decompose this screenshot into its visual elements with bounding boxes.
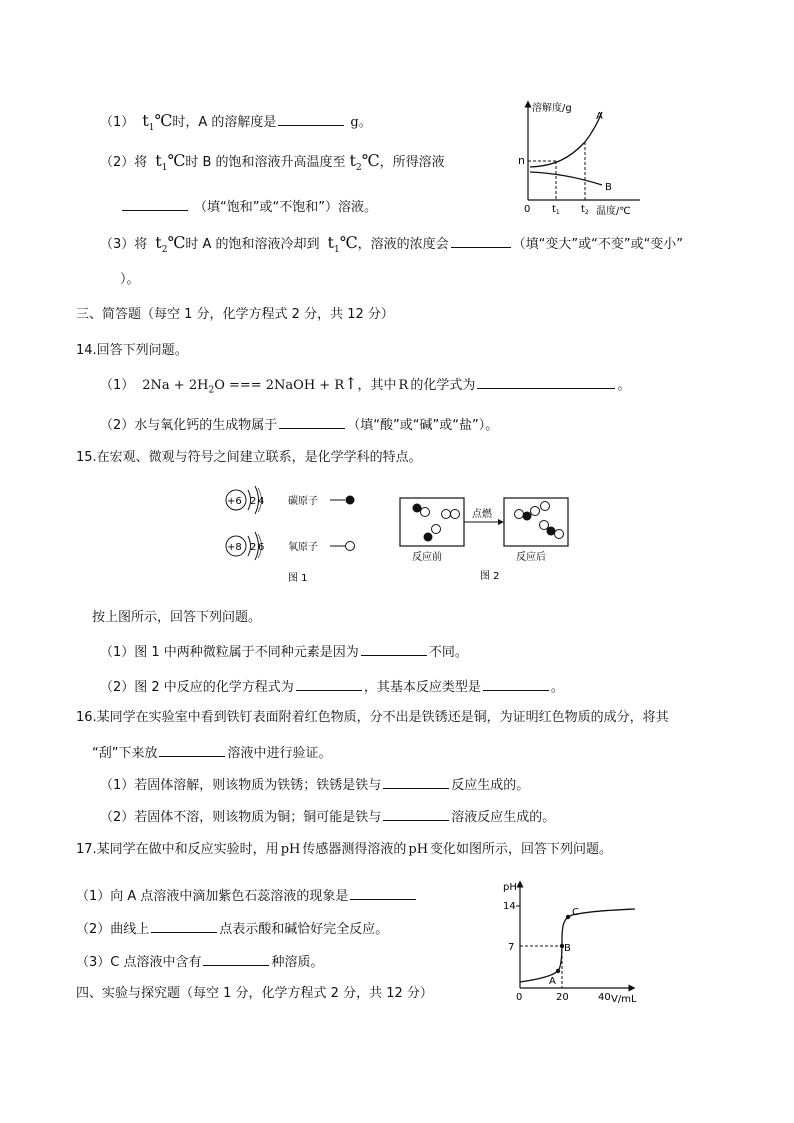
figure1-atom-structures	[218, 480, 368, 585]
ph-x-label: V/mL	[611, 994, 637, 1005]
svg-text:+6: +6	[227, 496, 242, 507]
q17-part1: （1）向 A 点溶液中滴加紫色石蕊溶液的现象是	[76, 885, 418, 906]
condition-label: 点燃	[472, 509, 492, 520]
q14-title: 14.回答下列问题。	[76, 343, 188, 358]
ph-curve-graph	[500, 878, 650, 1006]
curve-b	[530, 172, 602, 185]
point-a	[556, 969, 560, 973]
label-a: A	[596, 111, 603, 122]
q17-part2: （2）曲线上 点表示酸和碱恰好完全反应。	[76, 918, 388, 939]
label-point-b: B	[564, 943, 571, 954]
answer-blank[interactable]	[361, 641, 427, 656]
svg-text:6: 6	[258, 542, 265, 553]
q16-line1: 16.某同学在实验室中看到铁钉表面附着红色物质，分不出是铁锈还是铜，为证明红色物质的成分，将其	[76, 710, 669, 725]
oxygen-label: 氧原子	[288, 542, 318, 553]
q15-part1: （1）图 1 中两种微粒属于不同种元素是因为 不同。	[100, 641, 468, 662]
q13-part2: （2）将 $t_1℃$时 B 的饱和溶液升高温度至 $t_2℃$，所得溶液	[100, 151, 445, 174]
q13-part3-line2: ）。	[120, 272, 140, 287]
q15-part2: （2）图 2 中反应的化学方程式为 ，其基本反应类型是 。	[100, 676, 564, 697]
ph-y-label: pH	[503, 882, 517, 893]
svg-text:4: 4	[258, 496, 265, 507]
oxygen-symbol-circle	[346, 542, 355, 551]
solubility-graph	[510, 100, 650, 220]
section3-title: 三、简答题（每空 1 分，化学方程式 2 分，共 12 分）	[76, 307, 394, 322]
tick-20: 20	[556, 992, 569, 1003]
q16-part2: （2）若固体不溶，则该物质为铜；铜可能是铁与 溶液反应生成的。	[100, 806, 555, 827]
label-b: B	[605, 182, 612, 193]
answer-blank[interactable]	[350, 885, 416, 900]
tick-7: 7	[508, 942, 515, 953]
q14-part2: （2）水与氧化钙的生成物属于 （填“酸”或“碱”或“盐”）。	[100, 414, 498, 435]
answer-blank[interactable]	[296, 676, 362, 691]
tick-14: 14	[503, 901, 516, 912]
section4-title: 四、实验与探究题（每空 1 分，化学方程式 2 分，共 12 分）	[76, 986, 433, 1001]
answer-blank[interactable]	[151, 918, 217, 933]
before-label: 反应前	[412, 552, 442, 563]
origin-label: 0	[524, 204, 531, 215]
curve-a	[530, 112, 602, 167]
figure2-reaction	[398, 494, 578, 584]
q13-part2-line2: （填“饱和”或“不饱和”）溶液。	[120, 196, 377, 217]
carbon-label: 碳原子	[288, 496, 318, 507]
y-axis-label: 溶解度/g	[532, 103, 572, 114]
q16-part1: （1）若固体溶解，则该物质为铁锈；铁锈是铁与 反应生成的。	[100, 774, 529, 795]
t1-tick-label: $t_1$	[552, 204, 560, 216]
answer-blank[interactable]	[122, 196, 188, 211]
tick-40: 40	[598, 992, 611, 1003]
answer-blank[interactable]	[451, 233, 511, 248]
answer-blank[interactable]	[203, 951, 269, 966]
svg-text:2: 2	[250, 542, 257, 553]
q17-part3: （3）C 点溶液中含有 种溶质。	[76, 951, 324, 972]
label-n: n	[518, 154, 525, 167]
answer-blank[interactable]	[159, 742, 225, 757]
svg-text:2: 2	[250, 496, 257, 507]
label-point-a: A	[549, 976, 556, 987]
t2-tick-label: $t_2$	[581, 204, 589, 216]
answer-blank[interactable]	[278, 111, 344, 126]
q13-part1: （1） $t_1℃$时，A 的溶解度是 g。	[100, 111, 372, 134]
carbon-atom-diagram	[226, 486, 355, 514]
answer-blank[interactable]	[477, 374, 615, 389]
q15-intro: 按上图所示，回答下列问题。	[92, 610, 262, 625]
answer-blank[interactable]	[383, 774, 449, 789]
figure1-caption: 图 1	[288, 573, 308, 584]
oxygen-atom-diagram	[226, 532, 355, 560]
answer-blank[interactable]	[383, 806, 449, 821]
q17-title: 17.某同学在做中和反应实验时，用 pH 传感器测得溶液的 pH 变化如图所示，回答下列问题。	[76, 842, 613, 857]
svg-text:+8: +8	[227, 542, 242, 553]
after-label: 反应后	[516, 552, 546, 563]
ph-origin: 0	[516, 992, 523, 1003]
x-axis-label: 温度/℃	[596, 206, 631, 217]
point-c	[566, 915, 570, 919]
label-point-c: C	[572, 907, 579, 918]
figure2-caption: 图 2	[480, 571, 500, 582]
q13-part3: （3）将 $t_2℃$时 A 的饱和溶液冷却到 $t_1℃$，溶液的浓度会 （填“变大”或“不变”或“变小”	[100, 233, 684, 256]
carbon-symbol-dot	[346, 496, 355, 505]
answer-blank[interactable]	[483, 676, 549, 691]
answer-blank[interactable]	[279, 414, 345, 429]
q14-part1: （1） $2Na + 2H_2O$ === 2NaOH + R↑，其中 R 的化学式为 。	[100, 374, 631, 396]
q16-line2: “刮”下来放 溶液中进行验证。	[92, 742, 332, 763]
q15-title: 15.在宏观、微观与符号之间建立联系，是化学学科的特点。	[76, 450, 422, 465]
